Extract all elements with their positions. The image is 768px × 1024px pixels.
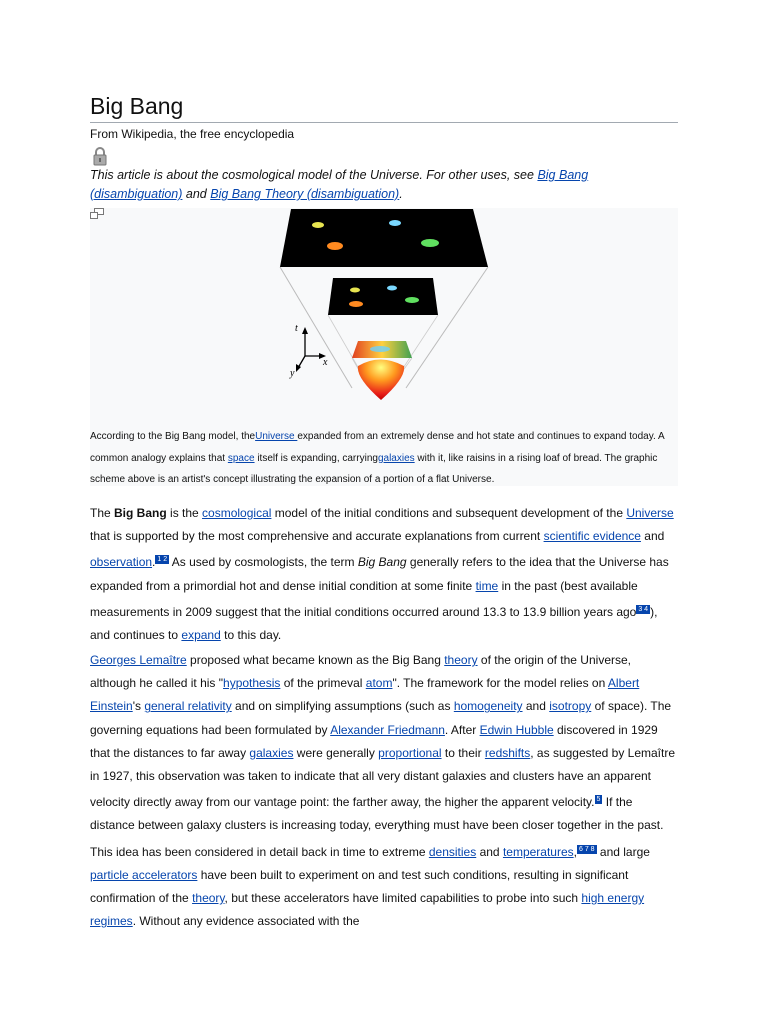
link-general-relativity[interactable]: general relativity (144, 699, 232, 714)
caption-link-space[interactable]: space (227, 452, 255, 464)
caption-link-galaxies[interactable]: galaxies (377, 452, 415, 464)
link-high-energy-regimes[interactable]: high energy regimes (90, 891, 645, 929)
link-scientific-evidence[interactable]: scientific evidence (543, 529, 641, 544)
axis-label-y: y (290, 368, 295, 379)
lock-icon (93, 146, 107, 166)
figure-caption: According to the Big Bang model, theUniverse expanded from an extremely dense and hot state and continues to expand today. A common analogy explains that space itself is expanding, carryinggalaxies with it, like raisins in a rising loaf of bread. The graphic scheme above is an artist's concept illustrating the expansion of a portion of a flat Universe. (90, 431, 665, 485)
reference-marker[interactable]: 5 (596, 796, 601, 804)
link-hypothesis[interactable]: hypothesis (223, 676, 281, 691)
axis-label-t: t (295, 323, 298, 334)
disambiguation-link[interactable]: Big Bang (disambiguation) (90, 168, 589, 201)
link-observation[interactable]: observation (90, 555, 153, 570)
reference-marker[interactable]: 3 4 (638, 605, 649, 613)
link-redshifts[interactable]: redshifts (484, 745, 531, 760)
big-bang-diagram[interactable] (90, 208, 678, 408)
link-galaxies[interactable]: galaxies (249, 745, 294, 760)
hatnote: This article is about the cosmological model of the Universe. For other uses, see Big Bang (disambiguation) and Big Bang Theory (disambiguation). (90, 168, 589, 201)
site-subtitle: From Wikipedia, the free encyclopedia (90, 127, 295, 141)
link-theory-2[interactable]: theory (192, 891, 225, 906)
link-atom[interactable]: atom (365, 676, 393, 691)
link-friedmann[interactable]: Alexander Friedmann (330, 722, 445, 737)
link-cosmological[interactable]: cosmological (202, 506, 272, 520)
link-proportional[interactable]: proportional (378, 745, 442, 760)
link-expand[interactable]: expand (181, 628, 221, 643)
theory-disambiguation-link[interactable]: Big Bang Theory (disambiguation) (210, 187, 400, 201)
paragraph-history: Georges Lemaître proposed what became known as the Big Bang theory of the origin of the Universe, although he called it his "hypothesis of the primeval atom". The framework for the model relies on Albert Einstein's general relativity and on simplifying assumptions (such as homogeneity and isotropy of space). The governing equations had been formulated by Alexander Friedmann. After Edwin Hubble discovered in 1929 that the distances to far away galaxies were generally proportional to their redshifts, as suggested by Lemaître in 1927, this observation was taken to indicate that all very distant galaxies and clusters have an apparent velocity directly away from our vantage point: the farther away, the higher the apparent velocity. $^5$ If the distance between galaxy clusters is increasing today, everything must have been closer together in the past. This idea has been considered in detail back in time to extreme densities and temperatures, $^{6 7 8}$ and large particle accelerators have been built to experiment on and test such conditions, resulting in significant confirmation of the theory, but these accelerators have limited capabilities to probe into such high energy regimes. Without any evidence associated with the (90, 653, 676, 929)
link-temperatures[interactable]: temperatures (502, 844, 574, 859)
link-einstein[interactable]: Albert Einstein (90, 676, 640, 714)
enlarge-icon[interactable] (90, 208, 104, 219)
thumbnail-figure (90, 208, 678, 486)
caption-link-universe[interactable]: Universe (255, 431, 298, 442)
link-hubble[interactable]: Edwin Hubble (479, 722, 554, 737)
axis-label-x: x (323, 357, 328, 368)
paragraph-intro: The Big Bang is the cosmological model of the initial conditions and subsequent development of the Universe that is supported by the most comprehensive and accurate explanations from current scientific evidence and observation. $^{1 2}$ As used by cosmologists, the term Big Bang generally refers to the idea that the Universe has expanded from a primordial hot and dense initial condition at some finite time in the past (best available measurements in 2009 suggest that the initial conditions occurred around 13.3 to 13.9 billion years ago $^{3 4}$ ), and continues to expand to this day. (90, 506, 674, 643)
link-homogeneity[interactable]: homogeneity (453, 699, 523, 714)
link-universe[interactable]: Universe (626, 506, 674, 520)
link-lemaitre[interactable]: Georges Lemaître (90, 653, 187, 667)
reference-marker[interactable]: 1 2 (157, 556, 168, 564)
link-isotropy[interactable]: isotropy (549, 699, 592, 714)
reference-marker[interactable]: 6 7 8 (578, 845, 595, 853)
link-theory[interactable]: theory (444, 653, 478, 667)
link-densities[interactable]: densities (428, 844, 477, 859)
page-title: Big Bang (90, 93, 678, 123)
link-particle-accelerators[interactable]: particle accelerators (90, 867, 198, 882)
link-time[interactable]: time (475, 578, 499, 593)
